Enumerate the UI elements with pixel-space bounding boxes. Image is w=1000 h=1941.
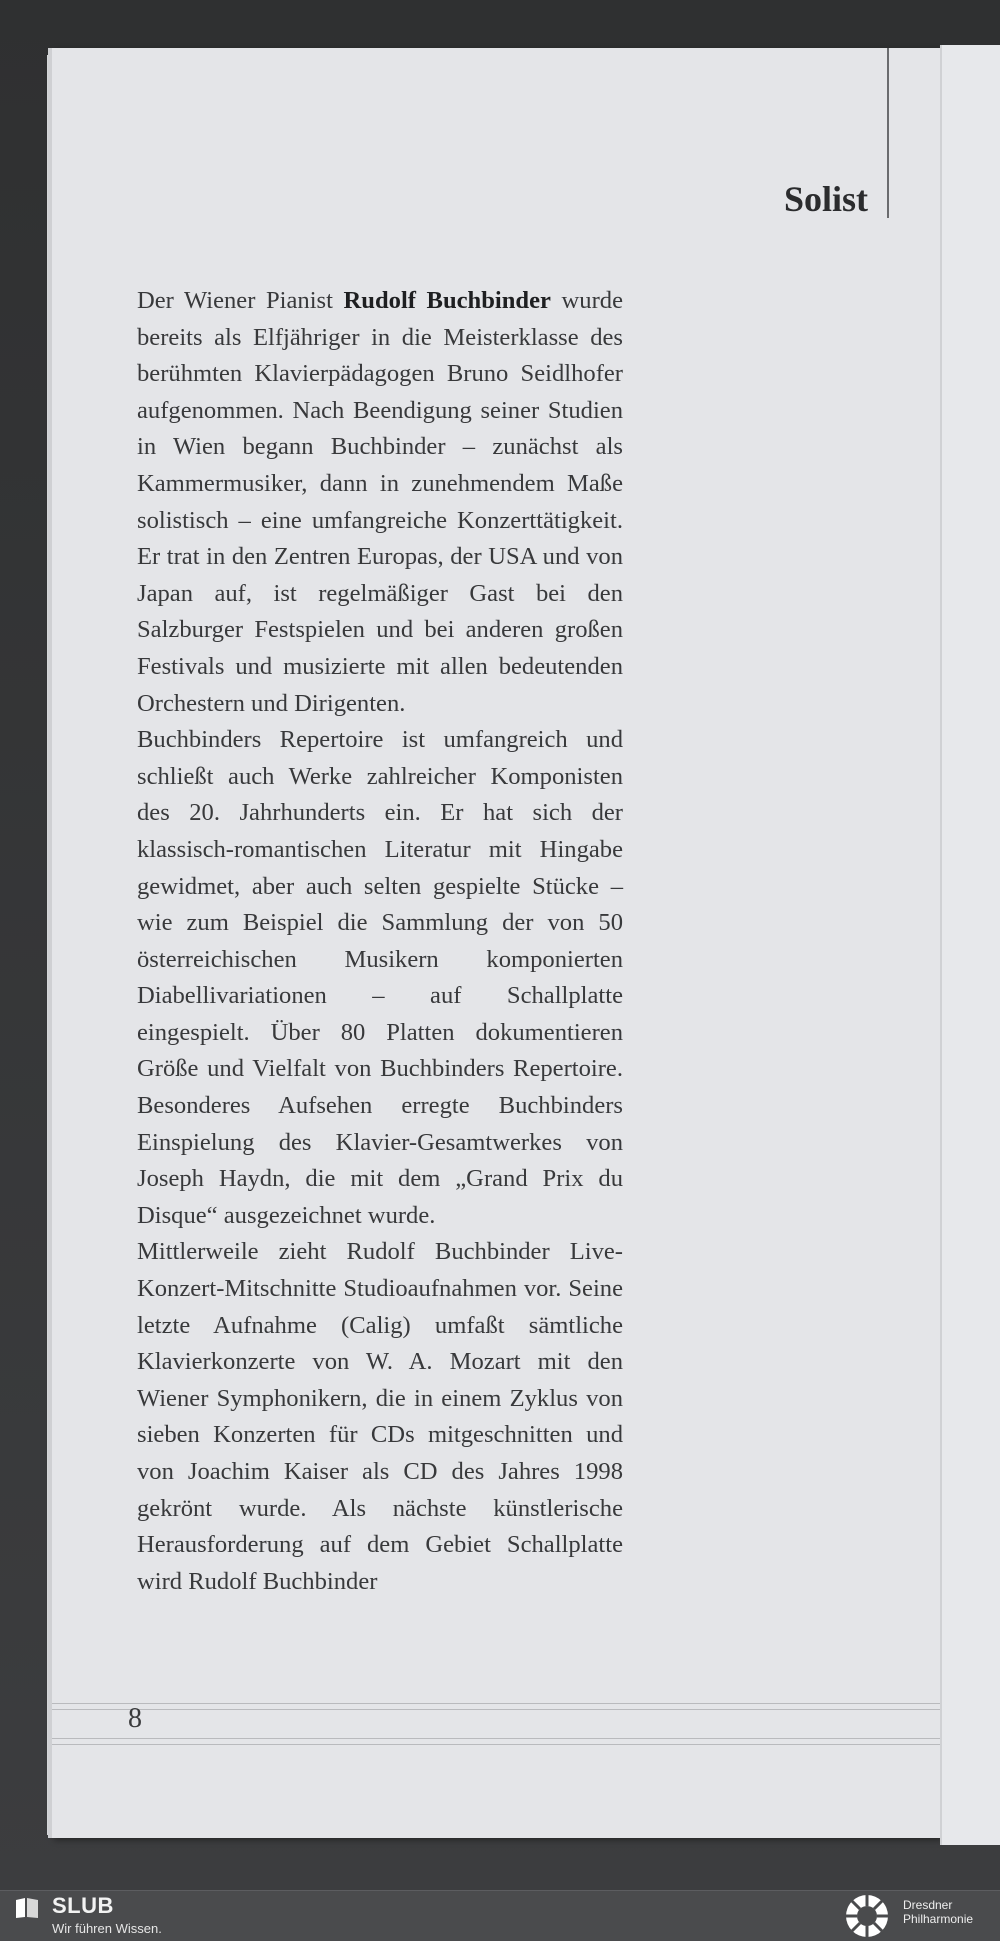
article-body xyxy=(137,283,623,1600)
library-name[interactable]: SLUB xyxy=(52,1893,114,1918)
philharmonie-logo-icon[interactable] xyxy=(842,1893,892,1939)
bottom-rule xyxy=(52,1709,940,1710)
artist-name: Rudolf Buchbinder xyxy=(343,287,551,314)
gutter-line xyxy=(887,48,889,218)
bottom-rule xyxy=(52,1738,940,1739)
paragraph-1 xyxy=(137,283,623,722)
partner-name-line2: Philharmonie xyxy=(903,1912,974,1926)
paragraph-3: Mittlerweile zieht Rudolf Buchbinder Live-Konzert-Mitschnitte Studioaufnahmen vor. Seine letzte Aufnahme (Calig) umfaßt sämtliche Klavierkonzerte von W. A. Mozart mit den Wiener Symphonikern, die in einem Zyklus von sieben Konzerten für CDs mitgeschnitten und von Joachim Kaiser als CD des Jahres 1998 gekrönt wurde. Als nächste künstlerische Herausforderung auf dem Gebiet Schallplatte wird Rudolf Buchbinder xyxy=(137,1238,623,1595)
paragraph-1-intro: Der Wiener Pianist xyxy=(137,287,344,314)
bottom-rule xyxy=(52,1744,940,1745)
paragraph-2: Buchbinders Repertoire ist umfangreich und schließt auch Werke zahlreicher Komponisten des 20. Jahrhunderts ein. Er hat sich der klassisch-romantischen Literatur mit Hingabe gewidmet, aber auch selten gespielte Stücke – wie zum Beispiel die Sammlung der von 50 österreichischen Musikern komponierten Diabellivariationen – auf Schallplatte eingespielt. Über 80 Platten dokumentieren Größe und Vielfalt von Buchbinders Repertoire. Besonderes Aufsehen erregte Buchbinders Einspielung des Klavier-Gesamtwerkes von Joseph Haydn, die mit dem „Grand Prix du Disque“ ausgezeichnet wurde. xyxy=(137,726,623,1229)
partner-name xyxy=(903,1898,973,1926)
library-tagline: Wir führen Wissen. xyxy=(52,1921,162,1936)
partner-name-line1: Dresdner xyxy=(903,1898,953,1912)
bottom-rule xyxy=(52,1703,940,1704)
facing-page-edge xyxy=(940,45,1000,1845)
page-number: 8 xyxy=(128,1703,142,1734)
slub-logo-icon[interactable] xyxy=(14,1896,40,1920)
section-title: Solist xyxy=(783,179,868,219)
paragraph-1-text: wurde bereits als Elfjähriger in die Meisterklasse des berühmten Klavierpädagogen Bruno Seidlhofer aufgenommen. Nach Beendigung seiner Studien in Wien begann Buchbinder – zunächst als Kammermusiker, dann in zunehmendem Maße solistisch – eine umfangreiche Konzerttätigkeit. Er trat in den Zentren Europas, der USA und von Japan auf, ist regelmäßiger Gast bei den Salzburger Festspielen und bei anderen großen Festivals und musizierte mit allen bedeutenden Orchestern und Dirigenten. xyxy=(137,287,623,717)
